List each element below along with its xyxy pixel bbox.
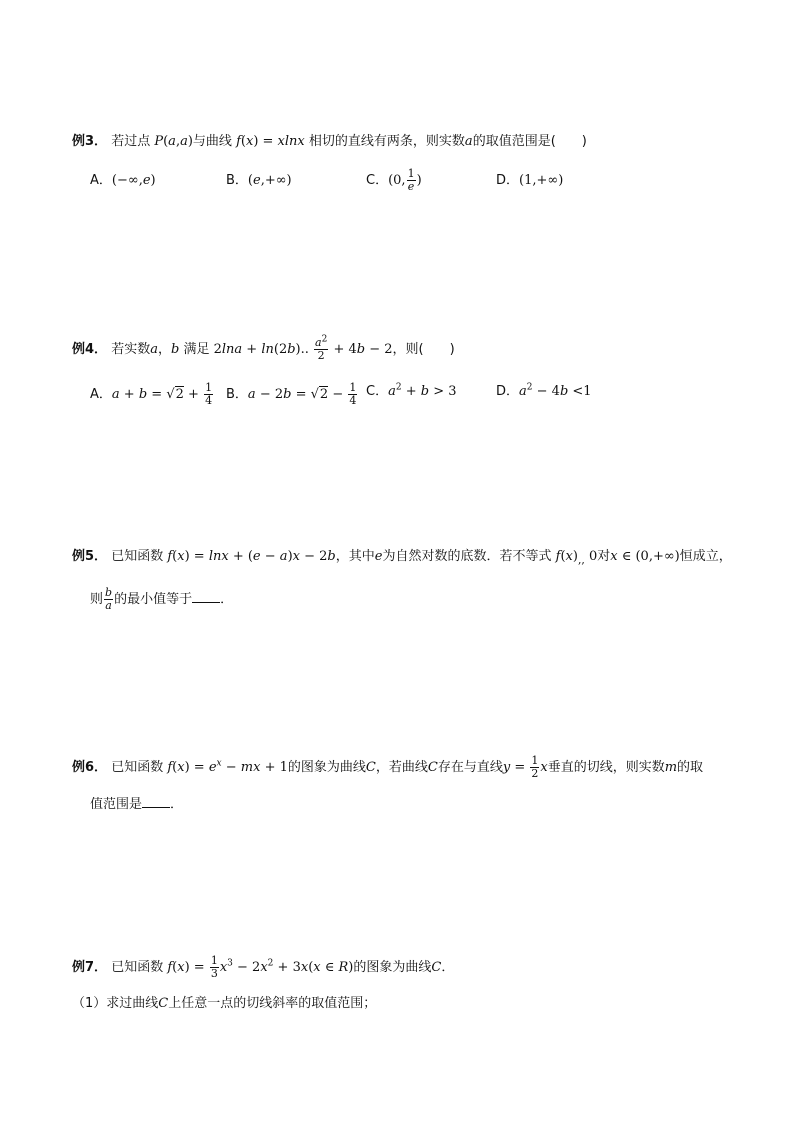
example-5-stem: 例5． 已知函数 f(x) = lnx + (e − a)x − 2b，其中e为自然对数的底数．若不等式 $f(x)_{,,}$ 0对x ∈ (0,+∞)恒成立， [72,549,732,567]
example-4-option-b[interactable]: B．a − 2b = √2 − $\frac{1}{4}$ [226,381,357,407]
example-4-option-d[interactable]: D．$a^2 - 4b <1$ [496,382,592,399]
example-4-option-a[interactable]: A．a + b = √2 + $\frac{1}{4}$ [90,381,213,407]
example-7-question-1: （1）求过曲线C上任意一点的切线斜率的取值范围； [72,996,377,1011]
example-5-label: 例5． [72,549,108,564]
example-7-stem: 例7． 已知函数 f(x) = $\frac{1}{3}$ $x^3 - 2x^2 + 3x(x$ ∈ R)的图象为曲线C． [72,954,455,980]
example-4-stem: 例4． 若实数a，b 满足 2lna + ln(2b).. $\frac{a^2}{2}$ + 4b − 2，则( ) [72,334,455,362]
example-6-label: 例6． [72,760,108,775]
example-3-stem: 例3． 若过点 P(a,a)与曲线 f(x) = xlnx 相切的直线有两条，则实数a的取值范围是( ) [72,134,587,149]
answer-blank[interactable] [192,590,220,603]
example-3-label: 例3． [72,134,108,149]
example-4-label: 例4． [72,342,108,357]
answer-blank[interactable] [142,795,170,808]
example-7-label: 例7． [72,960,108,975]
example-4-option-c[interactable]: C．$a^2 + b > 3$ [366,382,457,399]
example-3-option-b[interactable]: B．(e,+∞) [226,173,292,188]
example-6-stem-line-2: 值范围是 ． [90,797,184,812]
example-3-option-c[interactable]: C．(0, $\frac{1}{e}$ ) [366,167,422,193]
example-3-option-a[interactable]: A．(−∞,e) [90,173,156,188]
example-5-stem-line-2: 则 $\frac{b}{a}$ 的最小值等于 ． [90,586,234,612]
example-6-stem: 例6． 已知函数 $f(x) = e^x$ − mx + 1的图象为曲线C，若曲线C存在与直线y = $\frac{1}{2}$ x垂直的切线，则实数m的取 [72,754,704,780]
example-3-option-d[interactable]: D．(1,+∞) [496,173,564,188]
